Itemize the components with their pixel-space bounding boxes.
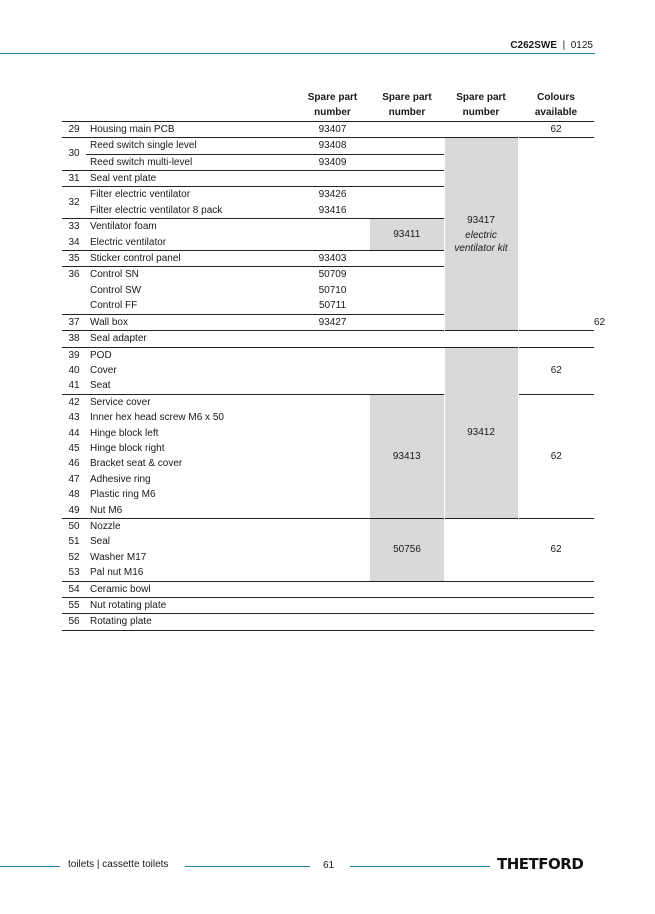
table-row: 42 Service cover 93413 62 [62,394,594,410]
col-spare-part-3: Spare part number [456,92,506,119]
col-colours: Colours available [534,92,578,119]
nozzle-group-cell: 50756 [370,518,444,581]
table-header-row [62,90,594,121]
table-row: 45 Hinge block right [68,442,165,454]
table-row: 37 Wall box 93427 62 [62,314,594,330]
table-row: 56 Rotating plate [62,614,594,630]
table-row: 39 POD 93412 62 [62,347,594,363]
table-row: 33 Ventilator foam 93411 [62,219,594,235]
table-row: 54 Ceramic bowl [62,581,594,597]
col-spare-part-2: Spare part number [382,92,432,119]
table-row: 53 Pal nut M16 [68,567,144,579]
nozzle-group-colour: 62 [518,518,594,581]
page-number: 61 [323,860,335,871]
header-separator: | [562,40,566,51]
col-spare-part-1: Spare part number [307,92,358,119]
pod-group-colour: 62 [518,347,594,394]
table-row: 50 Nozzle 50756 62 [62,518,594,534]
table-row: 29 Housing main PCB 93407 62 [62,121,594,137]
table-row: Reed switch multi-level 93409 [62,154,594,170]
ventilator-foam-kit-cell: 93411 [370,219,444,251]
table-row: 49 Nut M6 [68,504,123,516]
table-row: 40 Cover [68,364,117,376]
table-row: 43 Inner hex head screw M6 x 50 [68,412,224,424]
table-row: 32 Filter electric ventilator 93426 [62,187,594,203]
model-code: C262SWE [510,40,558,51]
seat-group-cell: 93412 [444,347,518,518]
table-row: 55 Nut rotating plate [62,598,594,614]
table-row: Control FF 50711 [90,300,347,312]
table-row: 48 Plastic ring M6 [68,489,156,501]
table-row: 34 Electric ventilator [68,236,167,248]
footer-rule-left [0,866,60,867]
header-rule [0,53,595,54]
table-row: 46 Bracket seat & cover [68,458,183,470]
service-group-colour: 62 [518,394,594,518]
thetford-logo: THETFORD [497,855,584,873]
version-code: 0125 [570,40,593,51]
table-row: 52 Washer M17 [68,551,147,563]
service-group-cell: 93413 [370,394,444,518]
document-code [510,40,593,51]
electric-ventilator-kit-cell: 93417 electric ventilator kit [444,138,518,331]
table-row: 30 Reed switch single level 93408 93417 electric ventilator kit [62,138,594,154]
table-row: 47 Adhesive ring [68,473,151,485]
footer-section-title: toilets | cassette toilets [68,859,169,870]
table-row: 36 Control SN 50709 [62,267,594,283]
table-row: 44 Hinge block left [68,427,159,439]
table-row: 51 Seal [68,536,111,548]
footer-rule-middle-left [185,866,310,867]
table-row: Filter electric ventilator 8 pack 93416 [90,204,347,216]
table-row: 31 Seal vent plate [62,171,594,187]
table-row: 38 Seal adapter [62,331,594,347]
table-row: Control SW 50710 [90,284,347,296]
table-row: 41 Seat [68,380,111,392]
spare-parts-table [62,90,606,631]
table-row: 35 Sticker control panel 93403 [62,251,594,267]
footer-rule-middle-right [350,866,490,867]
